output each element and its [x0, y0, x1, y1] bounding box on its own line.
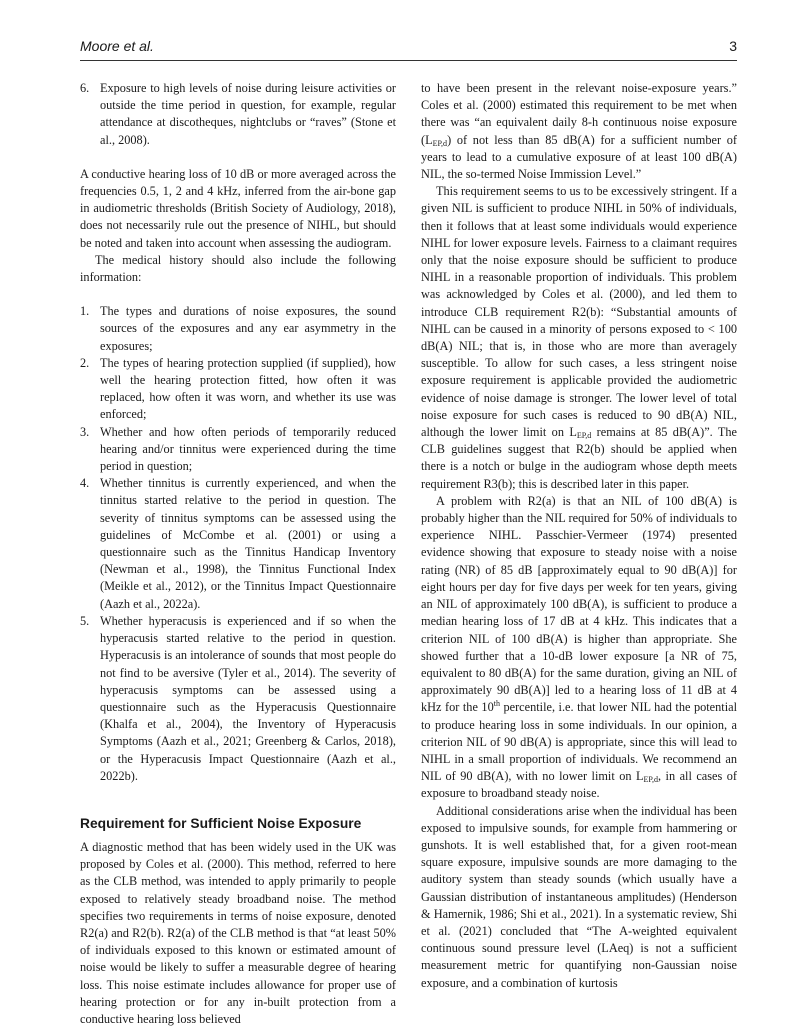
list-item: [80, 80, 396, 149]
paragraph-conductive-loss: A conductive hearing loss of 10 dB or more averaged across the frequencies 0.5, 1, 2 and 4 kHz, inferred from the air-bone gap in audiometric thresholds (British Society of Audiology, 2018), does not necessarily rule out the presence of NIHL, but should be noted and taken into account when assessing the audiogram.: [80, 166, 396, 250]
leisure-list: [80, 80, 396, 149]
list-item: [80, 303, 396, 355]
list-item: [80, 613, 396, 785]
running-header: [80, 38, 737, 60]
list-item-number: 2.: [80, 355, 90, 370]
history-list: [80, 303, 396, 785]
list-item-text: The types of hearing protection supplied (if supplied), how well the hearing protection fitted, how often it was replaced, how often it was worn, and whether its use was enforced;: [100, 355, 396, 422]
list-item-number: 4.: [80, 476, 90, 491]
left-column: [80, 80, 396, 1028]
list-item-text: Whether and how often periods of temporarily reduced hearing and/or tinnitus were experienced during the time period in question;: [100, 424, 396, 474]
header-rule: [80, 60, 737, 61]
paragraph-coles-estimate: to have been present in the relevant noise-exposure years.” Coles et al. (2000) estimated this requirement to be met when there was “an equivalent daily 8-h continuous noise exposure $(L_{EP,d})$ of not less than 85 dB(A) for a sufficient number of years to lead to a cumulative exposure of at least 100 dB(A) NIL, the so-termed Noise Immission Level.”: [421, 81, 737, 182]
list-item: [80, 475, 396, 613]
paragraph-clb-method: A diagnostic method that has been widely used in the UK was proposed by Coles et al. (2000). This method, referred to here as the CLB method, was intended to apply primarily to people exposed to relatively steady broadband noise. The method specifies two requirements in terms of noise exposure, denoted R2(a) and R2(b). R2(a) of the CLB method is that “at least 50% of individuals exposed to this known or estimated amount of noise would be likely to suffer a measurable degree of hearing loss. This noise estimate includes allowance for proper use of hearing protection or for any in-built protection from a conductive hearing loss believed: [80, 839, 396, 1026]
running-head-author: Moore et al.: [80, 38, 154, 54]
list-item-text: Exposure to high levels of noise during leisure activities or outside the time period in question, for example, regular attendance at discotheques, nightclubs or “raves” (Stone et al., 2008).: [100, 81, 396, 147]
page-number: 3: [729, 38, 737, 54]
list-item-number: 1.: [80, 304, 90, 319]
list-item-number: 5.: [80, 613, 90, 628]
list-item-text: The types and durations of noise exposures, the sound sources of the exposures and any ear asymmetry in the exposures;: [100, 304, 396, 353]
list-item-text: Whether hyperacusis is experienced and if so when the hyperacusis started relative to the period in question. Hyperacusis is an intolerance of sounds that most people do not find to be aversive (Tyler et al., 2014). The severity of hyperacusis symptoms can be assessed using a questionnaire such as the Hyperacusis Questionnaire (Khalfa et al., 2004), the Inventory of Hyperacusis Symptoms (Aazh et al., 2021; Greenberg & Carlos, 2018), or the Hyperacusis Impact Questionnaire (Aazh et al., 2022b).: [100, 613, 396, 783]
list-item-number: 3.: [80, 424, 90, 439]
list-item: [80, 424, 396, 476]
list-item: [80, 355, 396, 424]
paragraph-stringency: This requirement seems to us to be excessively stringent. If a given NIL is sufficient to produce NIHL in 50% of individuals, then it follows that at least some individuals would experience NIHL for lower exposure levels. Fairness to a claimant requires only that the noise exposure should be sufficient to produce NIHL in a reasonable proportion of individuals. This problem was acknowledged by Coles et al. (2000), and led them to introduce CLB requirement R2(b): “Substantial amounts of NIHL can be caused in a minority of persons exposed to < 100 dB(A) NIL; that is, in those who are more than averagely susceptible. To allow for such cases, a less stringent noise exposure requirement is applicable provided the audiometric evidence of noise damage is stronger. The lower level of total noise exposure for such cases is reduced to 90 dB(A) NIL, although the lower limit on $L_{EP,d}$ remains at 85 dB(A)”. The CLB guidelines suggest that R2(b) should be applied when there is a notch or bulge in the audiogram whose depth meets requirement R3(b); this is described later in this paper.: [421, 184, 737, 491]
list-item-text: Whether tinnitus is currently experienced, and when the tinnitus started relative to the period in question. The severity of tinnitus symptoms can be assessed using the guidelines of McCombe et al. (2001) or using a questionnaire such as the Tinnitus Handicap Inventory (Newman et al., 1998), the Tinnitus Functional Index (Meikle et al., 2012), or the Tinnitus Impact Questionnaire (Aazh et al., 2022a).: [100, 476, 396, 611]
right-column: [421, 80, 737, 992]
paragraph-r2a-problem: A problem with R2(a) is that an NIL of 100 dB(A) is probably higher than the NIL required for 50% of individuals to experience NIHL. Passchier-Vermeer (1974) presented evidence showing that exposure to steady noise with a noise rating (NR) of 85 dB [approximately equal to 90 dB(A)] for eight hours per day for five days per week for ten years, giving an NIL of approximately 100 dB(A), is sufficient to produce a median hearing loss of 17 dB at 4 kHz. This indicates that a criterion NIL of 100 dB(A) is higher than appropriate. She showed further that a 10-dB lower exposure [a NR of 75, equivalent to 80 dB(A) for the same duration, giving an NIL of approximately 90 dB(A)] led to a hearing loss of 11 dB at 4 kHz for the 10th percentile, i.e. that lower NIL had the potential to produce hearing loss in some individuals. In our opinion, a criterion NIL of 90 dB(A) is appropriate, since this will lead to NIHL in a small proportion of individuals. We recommend an NIL of 90 dB(A), with no lower limit on $L_{EP,d}$, in all cases of exposure to broadband steady noise.: [421, 493, 737, 801]
paragraph-impulsive-sounds: Additional considerations arise when the individual has been exposed to impulsive sounds, for example from hammering or gunshots. It is well established that, for a given root-mean square exposure, impulsive sounds are more damaging to the auditory system than steady sounds (which usually have a Gaussian distribution of instantaneous amplitudes) (Henderson & Hamernik, 1986; Shi et al., 2021). In a systematic review, Shi et al. (2021) concluded that “The A-weighted equivalent continuous sound pressure level (LAeq) is not a sufficient measurement metric for quantifying non-Gaussian noise exposure, and a combination of kurtosis: [421, 803, 737, 990]
list-item-number: 6.: [80, 81, 90, 95]
paragraph-medical-history: The medical history should also include the following information:: [80, 252, 396, 285]
section-heading: Requirement for Sufficient Noise Exposure: [80, 815, 362, 831]
